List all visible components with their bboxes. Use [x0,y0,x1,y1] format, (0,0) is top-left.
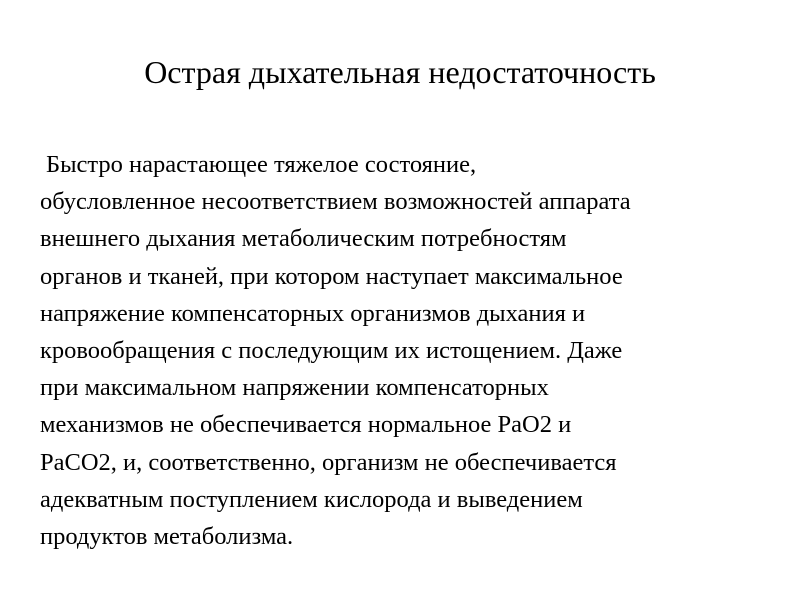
body-line: продуктов метаболизма. [40,523,294,551]
body-line: напряжение компенсаторных организмов дыхания и [40,299,586,327]
slide-title: Острая дыхательная недостаточность [144,54,656,90]
body-line: внешнего дыхания метаболическим потребностям [40,225,567,253]
body-line: органов и тканей, при котором наступает максимальное [40,262,623,290]
body-line: РаСО2, и, соответственно, организм не обеспечивается [40,448,617,476]
body-line: Быстро нарастающее тяжелое состояние, [46,151,477,178]
body-line: адекватным поступлением кислорода и выведением [40,485,583,513]
slide-body-text [40,146,792,555]
body-line: при максимальном напряжении компенсаторных [40,374,549,402]
body-line: кровообращения с последующим их истощением. Даже [40,337,623,365]
body-line: обусловленное несоответствием возможностей аппарата [40,188,631,216]
body-line: механизмов не обеспечивается нормальное РаО2 и [40,411,572,439]
